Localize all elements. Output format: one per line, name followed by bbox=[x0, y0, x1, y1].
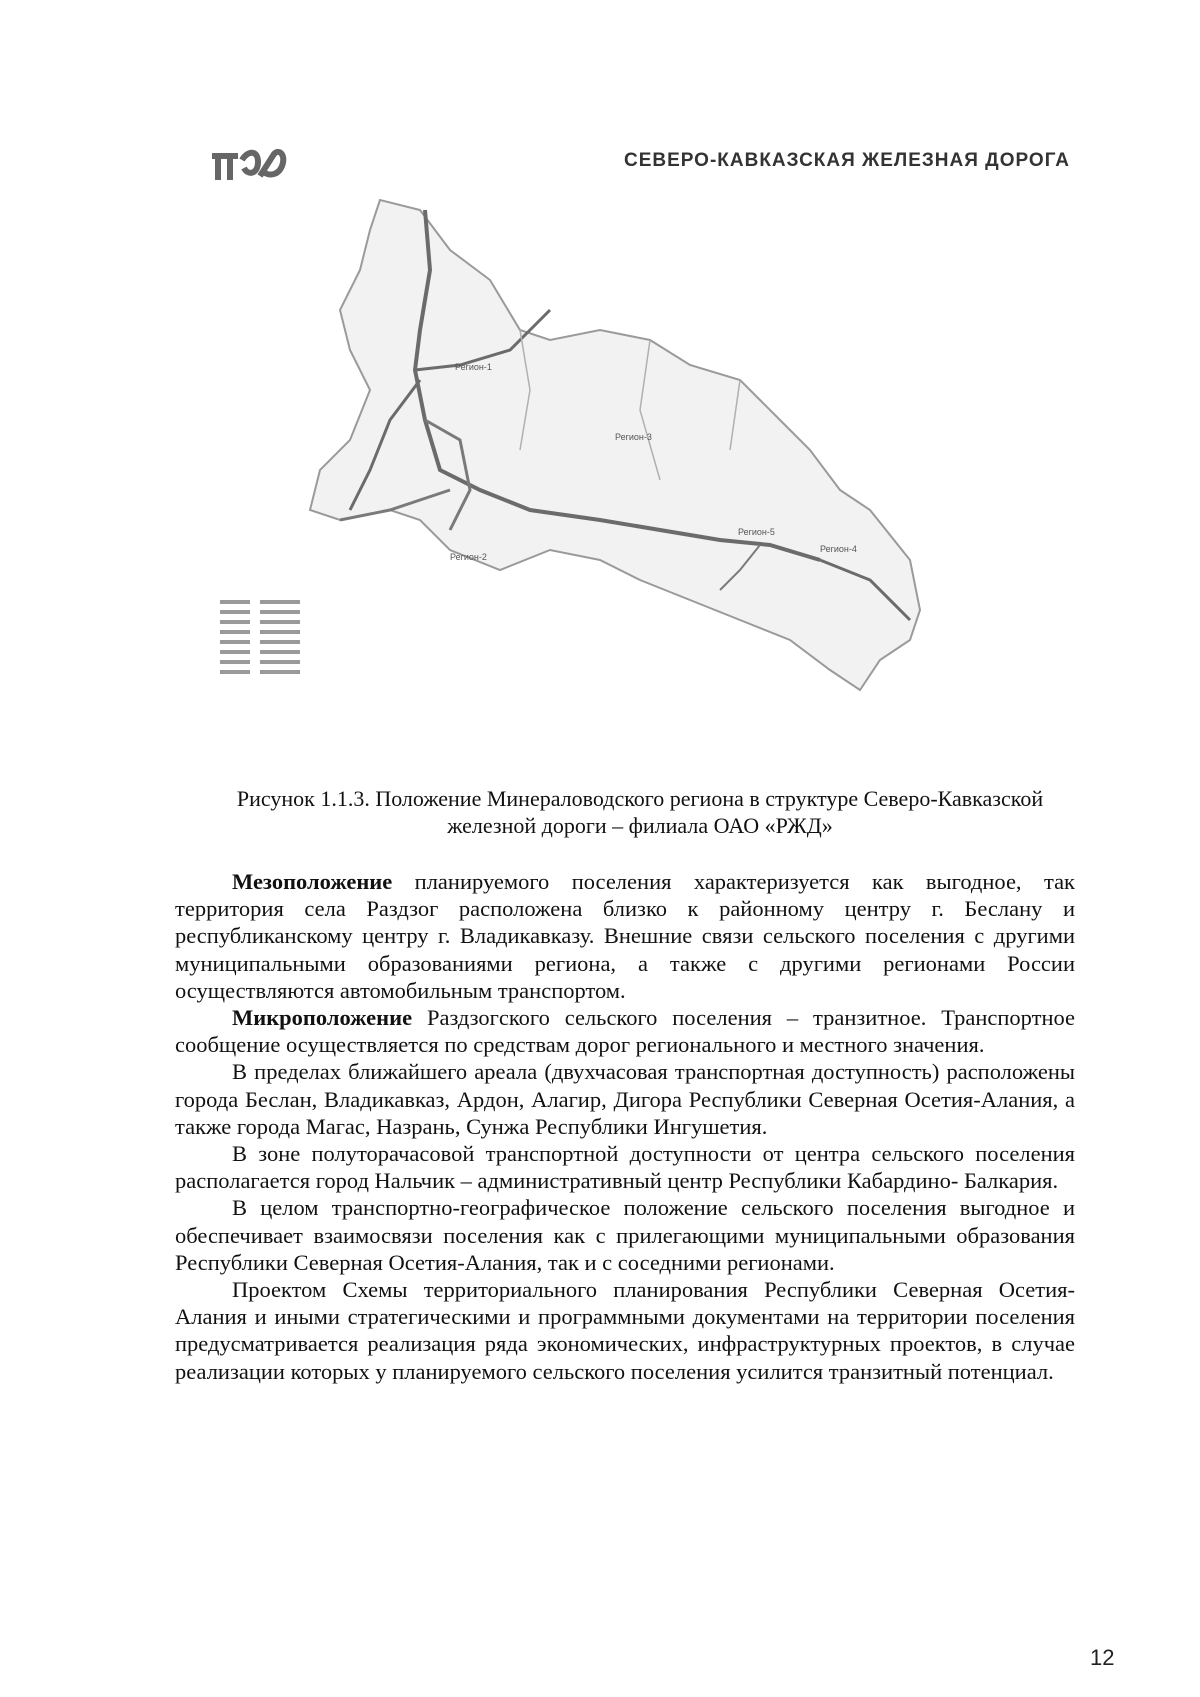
paragraph: В целом транспортно-географическое положение сельского поселения выгодное и обеспечивает взаимосвязи поселения как с прилегающими муниципальными образования Республики Северная Осетия-Алания, так и с соседними регионами. bbox=[175, 1195, 1075, 1275]
paragraph: Проектом Схемы территориального планирования Республики Северная Осетия- Алания и иными стратегическими и программными документами на территории поселения предусматривается реализация ряда экономических, инфраструктурных проектов, в случае реализации которых у планируемого сельского поселения усилится транзитный потенциал. bbox=[175, 1277, 1075, 1384]
rzd-logo bbox=[208, 146, 288, 186]
paragraph: Микроположение Раздзогского сельского поселения – транзитное. Транспортное сообщение осуществляется по средствам дорог регионального и местного значения. bbox=[175, 1005, 1075, 1058]
paragraph: В зоне полуторачасовой транспортной доступности от центра сельского поселения располагается город Нальчик – административный центр Республики Кабардино- Балкария. bbox=[175, 1141, 1075, 1194]
map-region-label: Регион-3 bbox=[615, 432, 652, 442]
page-number: 12 bbox=[1090, 1645, 1115, 1670]
railway-map bbox=[220, 190, 1000, 750]
caption-line: Рисунок 1.1.3. Положение Минераловодского региона в структуре Северо-Кавказской bbox=[236, 786, 1044, 811]
figure-caption bbox=[180, 785, 1100, 839]
body-text bbox=[175, 868, 1075, 1385]
term: Мезоположение bbox=[232, 869, 393, 894]
map-region-label: Регион-1 bbox=[455, 362, 492, 372]
term: Микроположение bbox=[232, 1005, 413, 1031]
railway-title: СЕВЕРО-КАВКАЗСКАЯ ЖЕЛЕЗНАЯ ДОРОГА bbox=[623, 150, 1070, 171]
map-region-label: Регион-5 bbox=[738, 527, 775, 537]
paragraph: Мезоположение планируемого поселения характеризуется как выгодное, так территория села Раздзог расположена близко к районному центру г. Беслану и республиканскому центру г. Владикавказу. Внешние связи сельского поселения с другими муниципальными образованиями региона, а также с другими регионами России осуществляются автомобильным транспортом. bbox=[175, 869, 1075, 1003]
map-region-label: Регион-2 bbox=[450, 552, 487, 562]
map-region-label: Регион-4 bbox=[820, 544, 857, 554]
caption-line: железной дороги – филиала ОАО «РЖД» bbox=[447, 813, 833, 838]
paragraph: В пределах ближайшего ареала (двухчасовая транспортная доступность) расположены города Беслан, Владикавказ, Ардон, Алагир, Дигора Республики Северная Осетия-Алания, а также города Магас, Назрань, Сунжа Республики Ингушетия. bbox=[175, 1059, 1075, 1139]
